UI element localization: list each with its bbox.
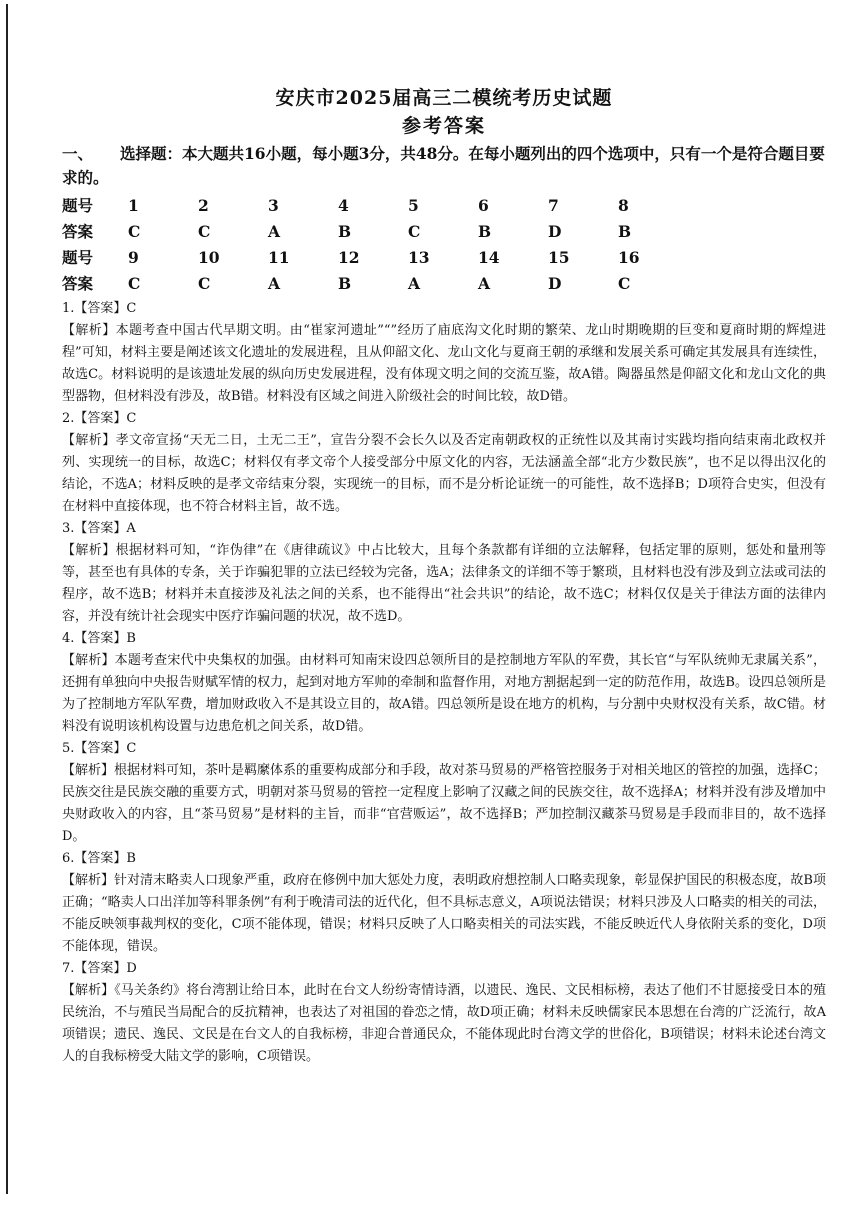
explanation-item bbox=[62, 518, 826, 628]
answer-table-row bbox=[62, 218, 688, 244]
answer-table-cell: 6 bbox=[478, 195, 489, 215]
answer-label: 6.【答案】B bbox=[62, 851, 136, 866]
answer-table-cell: B bbox=[618, 221, 632, 241]
analysis-text: 【解析】本题考查宋代中央集权的加强。由材料可知南宋设四总领所目的是控制地方军队的军费，其长官“与军队统帅无隶属关系”，还拥有单独向中央报告财赋军情的权力，起到对地方军帅的牵制和监督作用，对地方割据起到一定的防范作用，故选B。设四总领所是为了控制地方军队军费，增加财政收入不是其设立目的，故A错。四总领所是设在地方的机构，与分割中央财权没有关系，故C错。材料没有说明该机构设置与边患危机之间关系，故D错。 bbox=[62, 653, 826, 734]
analysis-text: 【解析】孝文帝宣扬“天无二日，土无二王”，宣告分裂不会长久以及否定南朝政权的正统性以及其南讨实践均指向结束南北政权并列、实现统一的目标，故选C；材料仅有孝文帝个人接受部分中原文化的内容，无法涵盖全部“北方少数民族”，也不足以得出汉化的结论，不选A；材料反映的是孝文帝结束分裂，实现统一的目标，而不是分析论证统一的可能性，故不选择B；D项符合史实，但没有在材料中直接体现，也不符合材料主旨，故不选。 bbox=[62, 433, 826, 514]
answer-label: 2.【答案】C bbox=[62, 411, 137, 426]
answer-table-cell: C bbox=[618, 273, 631, 293]
explanation-item bbox=[62, 848, 826, 958]
section-number: 一、 bbox=[62, 144, 94, 163]
analysis-text: 【解析】针对清末略卖人口现象严重，政府在修例中加大惩处力度，表明政府想控制人口略卖现象，彰显保护国民的积极态度，故B项正确；“略卖人口出洋加等科罪条例”有利于晚清司法的近代化，但不具标志意义，A项说法错误；材料只涉及人口略卖的相关的司法，不能反映领事裁判权的变化，C项不能体现，错误；材料只反映了人口略卖相关的司法实践，不能反映近代人身依附关系的变化，D项不能体现，错误。 bbox=[62, 873, 826, 954]
answer-table bbox=[62, 192, 688, 296]
answer-table-cell: B bbox=[338, 273, 352, 293]
answer-table-cell: 13 bbox=[408, 247, 430, 267]
answer-table-cell: A bbox=[408, 273, 421, 293]
answer-table-row-head: 答案 bbox=[62, 274, 94, 293]
answer-table-cell: A bbox=[268, 273, 281, 293]
answer-table-cell: 10 bbox=[198, 247, 220, 267]
answer-table-row bbox=[62, 270, 688, 296]
document-title: 安庆市2025届高三二模统考历史试题 bbox=[275, 87, 613, 109]
explanation-item bbox=[62, 628, 826, 738]
answer-explanations bbox=[62, 298, 826, 1068]
analysis-text: 【解析】《马关条约》将台湾割让给日本，此时在台文人纷纷寄情诗酒，以遗民、逸民、文民相标榜，表达了他们不甘愿接受日本的殖民统治，不与殖民当局配合的反抗精神，也表达了对祖国的眷恋之情，故D项正确；材料未反映儒家民本思想在台湾的广泛流行，故A项错误；遗民、逸民、文民是在台文人的自我标榜，非迎合普通民众，不能体现此时台湾文学的世俗化，B项错误；材料未论述台湾文人的自我标榜受大陆文学的影响，C项错误。 bbox=[62, 983, 826, 1064]
answer-table-cell: 12 bbox=[338, 247, 360, 267]
section-heading bbox=[62, 142, 826, 190]
answer-table-cell: A bbox=[268, 221, 281, 241]
answer-table-cell: 11 bbox=[268, 247, 290, 267]
answer-table-row bbox=[62, 244, 688, 270]
answer-table-cell: C bbox=[408, 221, 421, 241]
answer-table-cell: B bbox=[338, 221, 352, 241]
answer-table-row-head: 题号 bbox=[62, 196, 94, 215]
analysis-text: 【解析】本题考查中国古代早期文明。由“崔家河遗址”“”经历了庙底沟文化时期的繁荣、龙山时期晚期的巨变和夏商时期的辉煌进程”可知，材料主要是阐述该文化遗址的发展进程，且从仰韶文化、龙山文化与夏商王朝的承继和发展关系可确定其发展具有连续性，故选C。材料说明的是该遗址发展的纵向历史发展进程，没有体现文明之间的交流互鉴，故A错。陶器虽然是仰韶文化和龙山文化的典型器物，但材料没有涉及，故B错。材料没有区域之间进入阶级社会的时间比较，故D错。 bbox=[62, 323, 826, 404]
answer-table-cell: C bbox=[128, 221, 141, 241]
answer-table-cell: 4 bbox=[338, 195, 349, 215]
answer-table-cell: C bbox=[198, 273, 211, 293]
document-page bbox=[62, 84, 826, 1068]
explanation-item bbox=[62, 958, 826, 1068]
answer-label: 7.【答案】D bbox=[62, 961, 137, 976]
answer-table-cell: 2 bbox=[198, 195, 209, 215]
answer-label: 5.【答案】C bbox=[62, 741, 137, 756]
answer-table-cell: C bbox=[128, 273, 141, 293]
answer-table-cell: 16 bbox=[618, 247, 640, 267]
answer-table-cell: 9 bbox=[128, 247, 139, 267]
analysis-text: 【解析】根据材料可知，茶叶是羁縻体系的重要构成部分和手段，故对茶马贸易的严格管控服务于对相关地区的管控的加强，选择C；民族交往是民族交融的重要方式，明朝对茶马贸易的管控一定程度上影响了汉藏之间的民族交往，故不选择A；材料并没有涉及增加中央财政收入的内容，且“茶马贸易”是材料的主旨，而非“官营贩运”，故不选择B；严加控制汉藏茶马贸易是手段而非目的，故不选择D。 bbox=[62, 763, 826, 844]
answer-table-cell: 5 bbox=[408, 195, 419, 215]
answer-table-cell: 1 bbox=[128, 195, 139, 215]
section-instructions: 选择题：本大题共16小题，每小题3分，共48分。在每小题列出的四个选项中，只有一个是符合题目要求的。 bbox=[62, 144, 825, 187]
answer-table-cell: A bbox=[478, 273, 491, 293]
analysis-text: 【解析】根据材料可知，“诈伪律”在《唐律疏议》中占比较大，且每个条款都有详细的立法解释，包括定罪的原则，惩处和量刑等等，甚至也有具体的专条，关于诈骗犯罪的立法已经较为完备，选A；法律条文的详细不等于繁琐，且材料也没有涉及到立法或司法的程序，故不选B；材料并未直接涉及礼法之间的关系，也不能得出“社会共识”的结论，故不选C；材料仅仅是关于律法方面的法律内容，并没有统计社会现实中医疗诈骗问题的状况，故不选D。 bbox=[62, 543, 826, 624]
answer-table-cell: D bbox=[548, 221, 562, 241]
answer-table-cell: 15 bbox=[548, 247, 570, 267]
explanation-item bbox=[62, 298, 826, 408]
answer-table-cell: 7 bbox=[548, 195, 559, 215]
answer-table-row bbox=[62, 192, 688, 218]
answer-table-cell: B bbox=[478, 221, 492, 241]
answer-table-cell: D bbox=[548, 273, 562, 293]
document-subtitle: 参考答案 bbox=[401, 115, 486, 137]
answer-table-cell: C bbox=[198, 221, 211, 241]
explanation-item bbox=[62, 408, 826, 518]
answer-label: 3.【答案】A bbox=[62, 521, 136, 536]
answer-label: 1.【答案】C bbox=[62, 301, 137, 316]
answer-table-cell: 3 bbox=[268, 195, 279, 215]
answer-table-row-head: 题号 bbox=[62, 248, 94, 267]
scan-edge-line bbox=[6, 4, 8, 1194]
answer-table-cell: 8 bbox=[618, 195, 629, 215]
answer-table-row-head: 答案 bbox=[62, 222, 94, 241]
answer-table-cell: 14 bbox=[478, 247, 500, 267]
explanation-item bbox=[62, 738, 826, 848]
answer-label: 4.【答案】B bbox=[62, 631, 136, 646]
